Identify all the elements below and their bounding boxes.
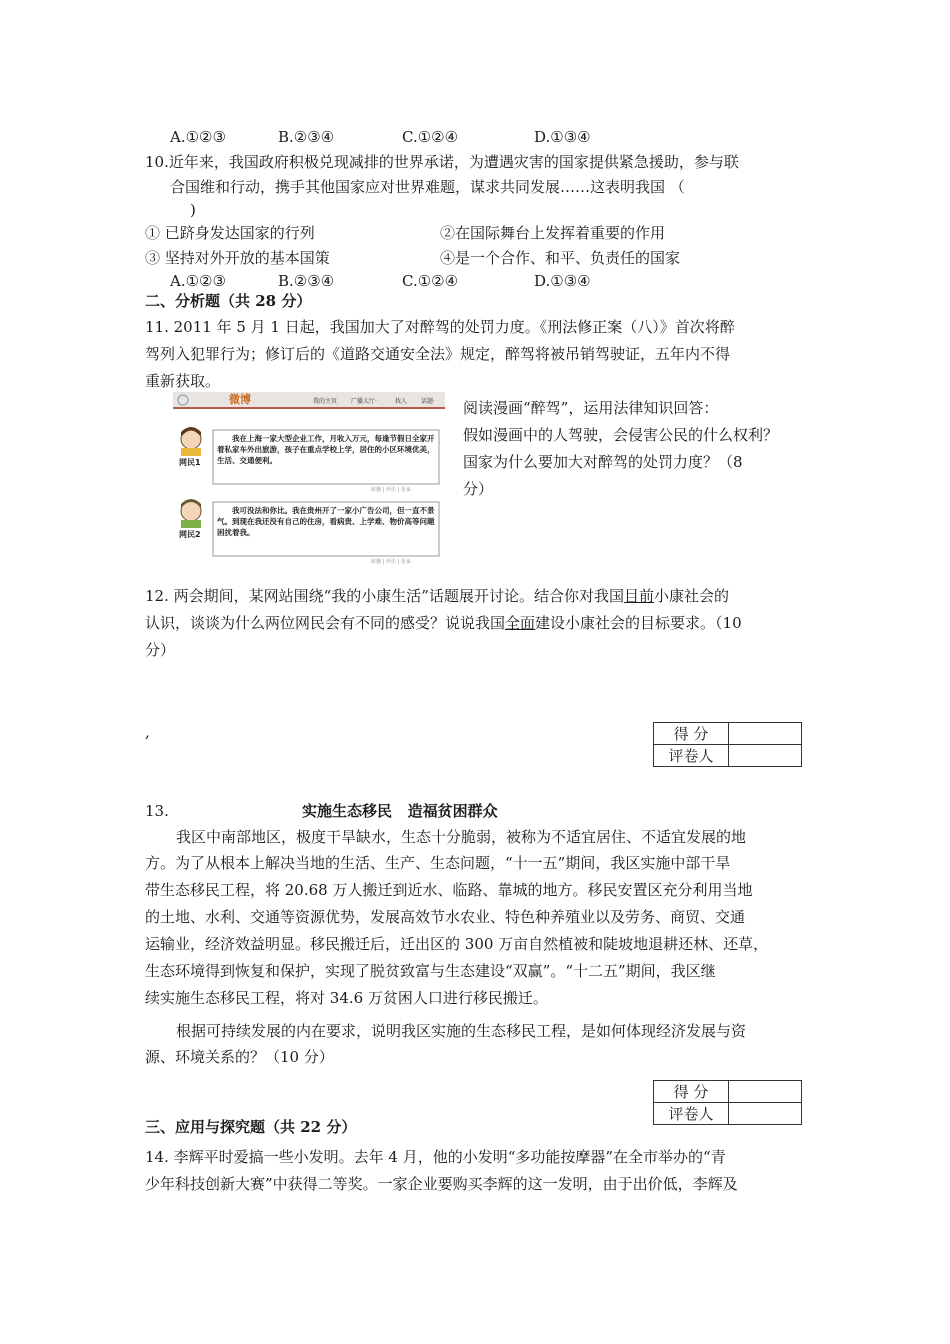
q11-side-line2: 假如漫画中的人驾驶，会侵害公民的什么权利？: [463, 426, 779, 444]
user2-avatar: [181, 499, 201, 528]
user1-label: 网民1: [179, 458, 201, 467]
score-label-2: 得 分: [654, 1081, 729, 1103]
comic-nav-1: 我的主页: [313, 398, 338, 405]
q12-line2: [145, 613, 742, 633]
q10-option-d: D.①③④: [534, 272, 591, 290]
comic-logo-text: 微博: [229, 393, 251, 406]
score-field-1[interactable]: [729, 723, 802, 745]
q10-options: [170, 271, 591, 291]
q12-line1-underlined: 目前: [623, 587, 654, 605]
q13-para-line3: 带生态移民工程，将 20.68 万人搬迁到近水、临路、靠城的地方。移民安置区充分利用当地: [145, 881, 753, 899]
q12-line1: [145, 586, 729, 606]
q11-line1: 11. 2011 年 5 月 1 日起，我国加大了对醉驾的处罚力度。《刑法修正案（八）》首次将醉: [145, 318, 735, 336]
post2-text: 我可没法和你比。我在贵州开了一家小广告公司，但一直不景气。到现在我还没有自己的住房，看病贵、上学难、物价高等问题困扰着我。: [217, 506, 435, 537]
q10-option-a: A.①②③: [170, 272, 226, 290]
q10-statement-1: ① 已跻身发达国家的行列: [145, 224, 315, 242]
q10-option-b: B.②③④: [278, 272, 335, 290]
score-label-1: 得 分: [654, 723, 729, 745]
q13-question-line2: 源、环境关系的？（10 分）: [145, 1048, 334, 1066]
q10-statement-2: ②在国际舞台上发挥着重要的作用: [440, 224, 666, 242]
comic-nav-4: 话题·: [421, 398, 435, 405]
comic-nav-3: 找人: [395, 398, 408, 405]
q13-para-line4: 的土地、水利、交通等资源优势，发展高效节水农业、特色种养殖业以及劳务、商贸、交通: [145, 908, 746, 926]
comic-image: [173, 392, 445, 570]
q13-para-line2: 方。为了从根本上解决当地的生活、生产、生态问题，“十一五”期间，我区实施中部干旱: [145, 854, 731, 872]
grader-label-2: 评卷人: [654, 1103, 729, 1125]
user1-avatar: [181, 427, 201, 456]
post1-text: 我在上海一家大型企业工作，月收入万元，每逢节假日全家开着私家车外出旅游，孩子在重点学校上学，居住的小区环境优美，生活、交通便利。: [217, 434, 435, 465]
grader-field-1[interactable]: [729, 745, 802, 767]
grader-label-1: 评卷人: [654, 745, 729, 767]
q13-number: 13.: [145, 802, 169, 820]
section3-title: 三、应用与探究题（共 22 分）: [145, 1118, 357, 1136]
q10-line2: 合国维和行动，携手其他国家应对世界难题，谋求共同发展……这表明我国 （: [170, 178, 685, 196]
score-field-2[interactable]: [729, 1081, 802, 1103]
q9-option-d: D.①③④: [534, 128, 591, 146]
q14-line2: 少年科技创新大赛”中获得二等奖。一家企业要购买李辉的这一发明，由于出价低，李辉及: [145, 1175, 738, 1193]
q11-side-line3: 国家为什么要加大对醉驾的处罚力度？（8: [463, 453, 743, 471]
grader-field-2[interactable]: [729, 1103, 802, 1125]
q13-title: 实施生态移民 造福贫困群众: [302, 802, 498, 820]
post2-actions: 转播 | 评论 | 更多·: [371, 559, 413, 565]
comic-nav-2: 广播大厅·: [351, 398, 377, 405]
q12-line2-a: 认识，谈谈为什么两位网民会有不同的感受？说说我国: [145, 614, 506, 632]
q10-line1: 10.近年来，我国政府积极兑现减排的世界承诺，为遭遇灾害的国家提供紧急援助，参与联: [145, 153, 739, 171]
q11-line2: 驾列入犯罪行为；修订后的《道路交通安全法》规定，醉驾将被吊销驾驶证，五年内不得: [145, 345, 731, 363]
q13-para-line6: 生态环境得到恢复和保护，实现了脱贫致富与生态建设“双赢”。“十二五”期间，我区继: [145, 962, 716, 980]
q9-option-b: B.②③④: [278, 128, 335, 146]
score-box-1: [653, 722, 802, 767]
q10-option-c: C.①②④: [402, 272, 459, 290]
q10-statement-3: ③ 坚持对外开放的基本国策: [145, 249, 330, 267]
user2-label: 网民2: [179, 530, 201, 539]
stray-comma: ,: [145, 723, 150, 741]
section2-title: 二、分析题（共 28 分）: [145, 292, 312, 310]
post1-actions: 转播 | 评论 | 更多·: [371, 487, 413, 493]
q14-line1: 14. 李辉平时爱搞一些小发明。去年 4 月，他的小发明“多功能按摩器”在全市举办的“青: [145, 1148, 726, 1166]
q9-options: [170, 127, 591, 147]
q13-para-line1: 我区中南部地区，极度干旱缺水，生态十分脆弱，被称为不适宜居住、不适宜发展的地: [176, 828, 747, 846]
q9-option-a: A.①②③: [170, 128, 226, 146]
score-box-2: [653, 1080, 802, 1125]
q12-line1-a: 12. 两会期间，某网站围绕“我的小康生活”话题展开讨论。结合你对我国: [145, 587, 624, 605]
q12-line1-b: 小康社会的: [653, 587, 729, 605]
q12-line3: 分）: [145, 641, 176, 659]
q11-line3: 重新获取。: [145, 372, 221, 390]
q12-line2-b: 建设小康社会的目标要求。（10: [535, 614, 742, 632]
q10-statement-4: ④是一个合作、和平、负责任的国家: [440, 249, 681, 267]
q11-side-line1: 阅读漫画“醉驾”，运用法律知识回答：: [463, 399, 719, 417]
comic-svg: [173, 392, 445, 570]
q13-para-line7: 续实施生态移民工程，将对 34.6 万贫困人口进行移民搬迁。: [145, 989, 548, 1007]
q13-para-line5: 运输业，经济效益明显。移民搬迁后，迁出区的 300 万亩自然植被和陡坡地退耕还林、还草，: [145, 935, 769, 953]
q10-line3: ): [190, 201, 196, 219]
q9-option-c: C.①②④: [402, 128, 459, 146]
q13-question-line1: 根据可持续发展的内在要求，说明我区实施的生态移民工程，是如何体现经济发展与资: [176, 1022, 747, 1040]
q11-side-line4: 分）: [463, 480, 494, 498]
q12-line2-underlined: 全面: [505, 614, 536, 632]
